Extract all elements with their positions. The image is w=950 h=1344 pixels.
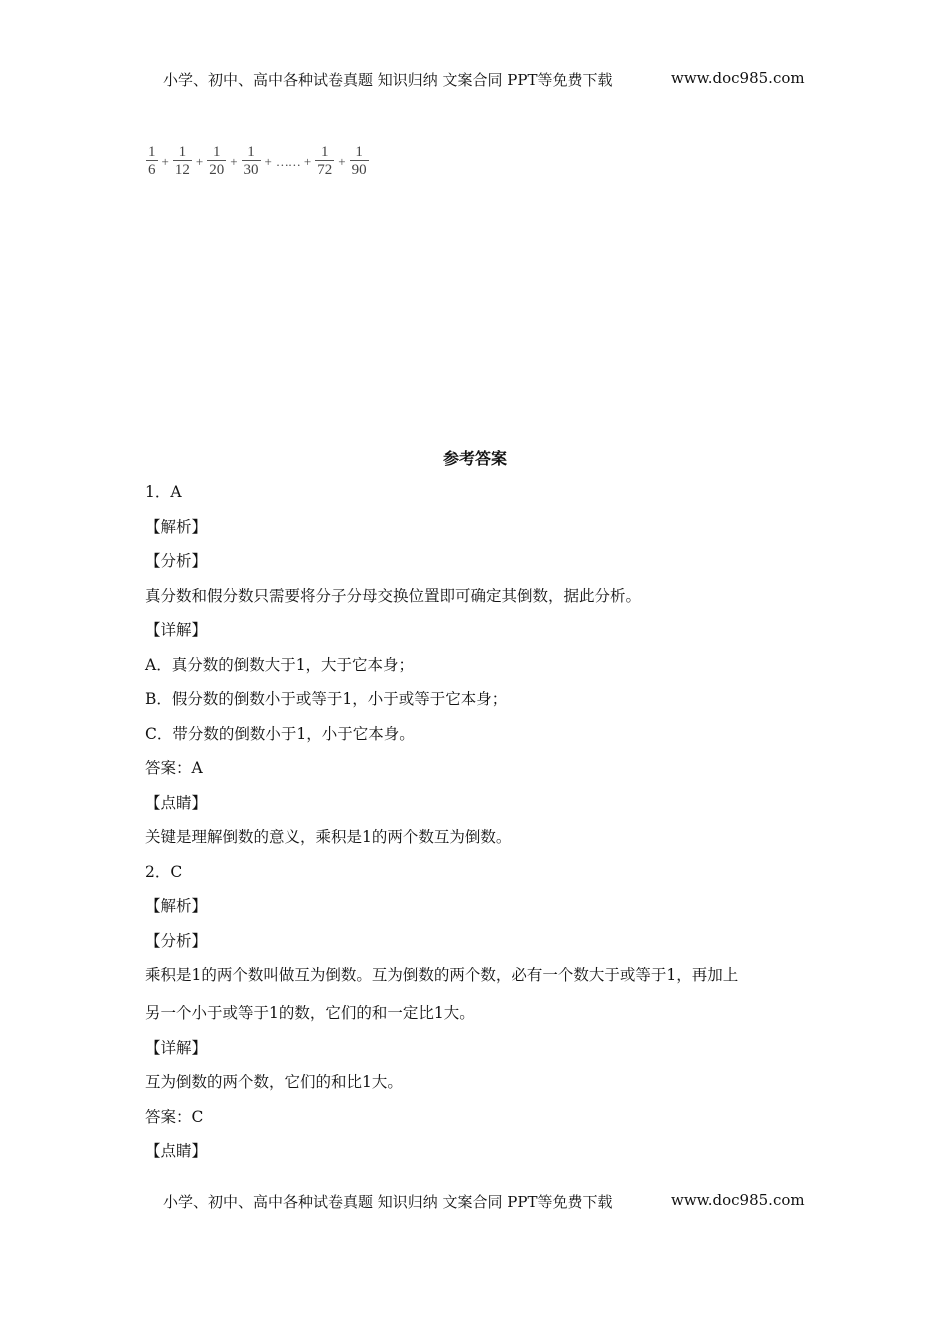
numerator: 1 bbox=[355, 144, 363, 160]
section-label: 【分析】 bbox=[145, 931, 208, 950]
plus-sign: + bbox=[161, 153, 169, 169]
fraction-term bbox=[173, 144, 192, 179]
analysis-text: 另一个小于或等于1的数，它们的和一定比1大。 bbox=[145, 1004, 475, 1022]
plus-sign: + bbox=[303, 153, 312, 169]
denominator: 12 bbox=[174, 162, 190, 178]
plus-sign: + bbox=[264, 153, 272, 169]
numerator: 1 bbox=[148, 144, 156, 160]
fraction-sum-formula bbox=[145, 144, 370, 179]
section-label: 【点睛】 bbox=[145, 793, 208, 812]
answer-text: 答案：C bbox=[145, 1107, 204, 1126]
answers-title: 参考答案 bbox=[442, 449, 507, 468]
plus-sign: + bbox=[195, 153, 204, 169]
numerator: 1 bbox=[212, 144, 221, 160]
ellipsis: …… bbox=[275, 153, 300, 169]
fraction-term bbox=[207, 144, 226, 179]
answer-text: 答案：A bbox=[145, 759, 203, 777]
analysis-text: 真分数和假分数只需要将分子分母交换位置即可确定其倒数，据此分析。 bbox=[145, 586, 642, 605]
header-text: 小学、初中、高中各种试卷真题 知识归纳 文案合同 PPT等免费下载 bbox=[163, 71, 613, 89]
footer-text: 小学、初中、高中各种试卷真题 知识归纳 文案合同 PPT等免费下载 bbox=[163, 1193, 613, 1211]
detail-text: B．假分数的倒数小于或等于1，小于或等于它本身； bbox=[145, 690, 508, 708]
plus-sign: + bbox=[230, 153, 238, 169]
section-label: 【详解】 bbox=[145, 621, 208, 639]
footer-url[interactable]: www.doc985.com bbox=[671, 1191, 805, 1209]
answer-number: 2．C bbox=[145, 862, 183, 881]
answer-number: 1．A bbox=[145, 483, 182, 501]
detail-text: A．真分数的倒数大于1，大于它本身； bbox=[145, 655, 415, 674]
header-url[interactable]: www.doc985.com bbox=[671, 69, 805, 87]
comment-text: 关键是理解倒数的意义，乘积是1的两个数互为倒数。 bbox=[145, 828, 512, 846]
numerator: 1 bbox=[247, 144, 255, 160]
detail-text: C．带分数的倒数小于1，小于它本身。 bbox=[145, 724, 415, 743]
section-label: 【点睛】 bbox=[145, 1142, 208, 1160]
denominator: 90 bbox=[351, 162, 367, 178]
answer-body bbox=[145, 480, 805, 1174]
section-label: 【解析】 bbox=[145, 897, 208, 915]
numerator: 1 bbox=[320, 144, 329, 160]
detail-text: 互为倒数的两个数，它们的和比1大。 bbox=[145, 1073, 403, 1091]
section-label: 【分析】 bbox=[145, 552, 208, 570]
section-label: 【详解】 bbox=[145, 1038, 208, 1057]
numerator: 1 bbox=[178, 144, 187, 160]
denominator: 6 bbox=[148, 162, 156, 178]
denominator: 30 bbox=[243, 162, 259, 178]
plus-sign: + bbox=[338, 153, 346, 169]
fraction-term bbox=[146, 144, 158, 179]
fraction-term bbox=[315, 144, 334, 179]
fraction-term bbox=[242, 144, 261, 179]
analysis-text: 乘积是1的两个数叫做互为倒数。互为倒数的两个数，必有一个数大于或等于1，再加上 bbox=[145, 966, 739, 984]
denominator: 72 bbox=[317, 162, 333, 178]
fraction-term bbox=[350, 144, 369, 179]
denominator: 20 bbox=[209, 162, 225, 178]
section-label: 【解析】 bbox=[145, 517, 208, 536]
